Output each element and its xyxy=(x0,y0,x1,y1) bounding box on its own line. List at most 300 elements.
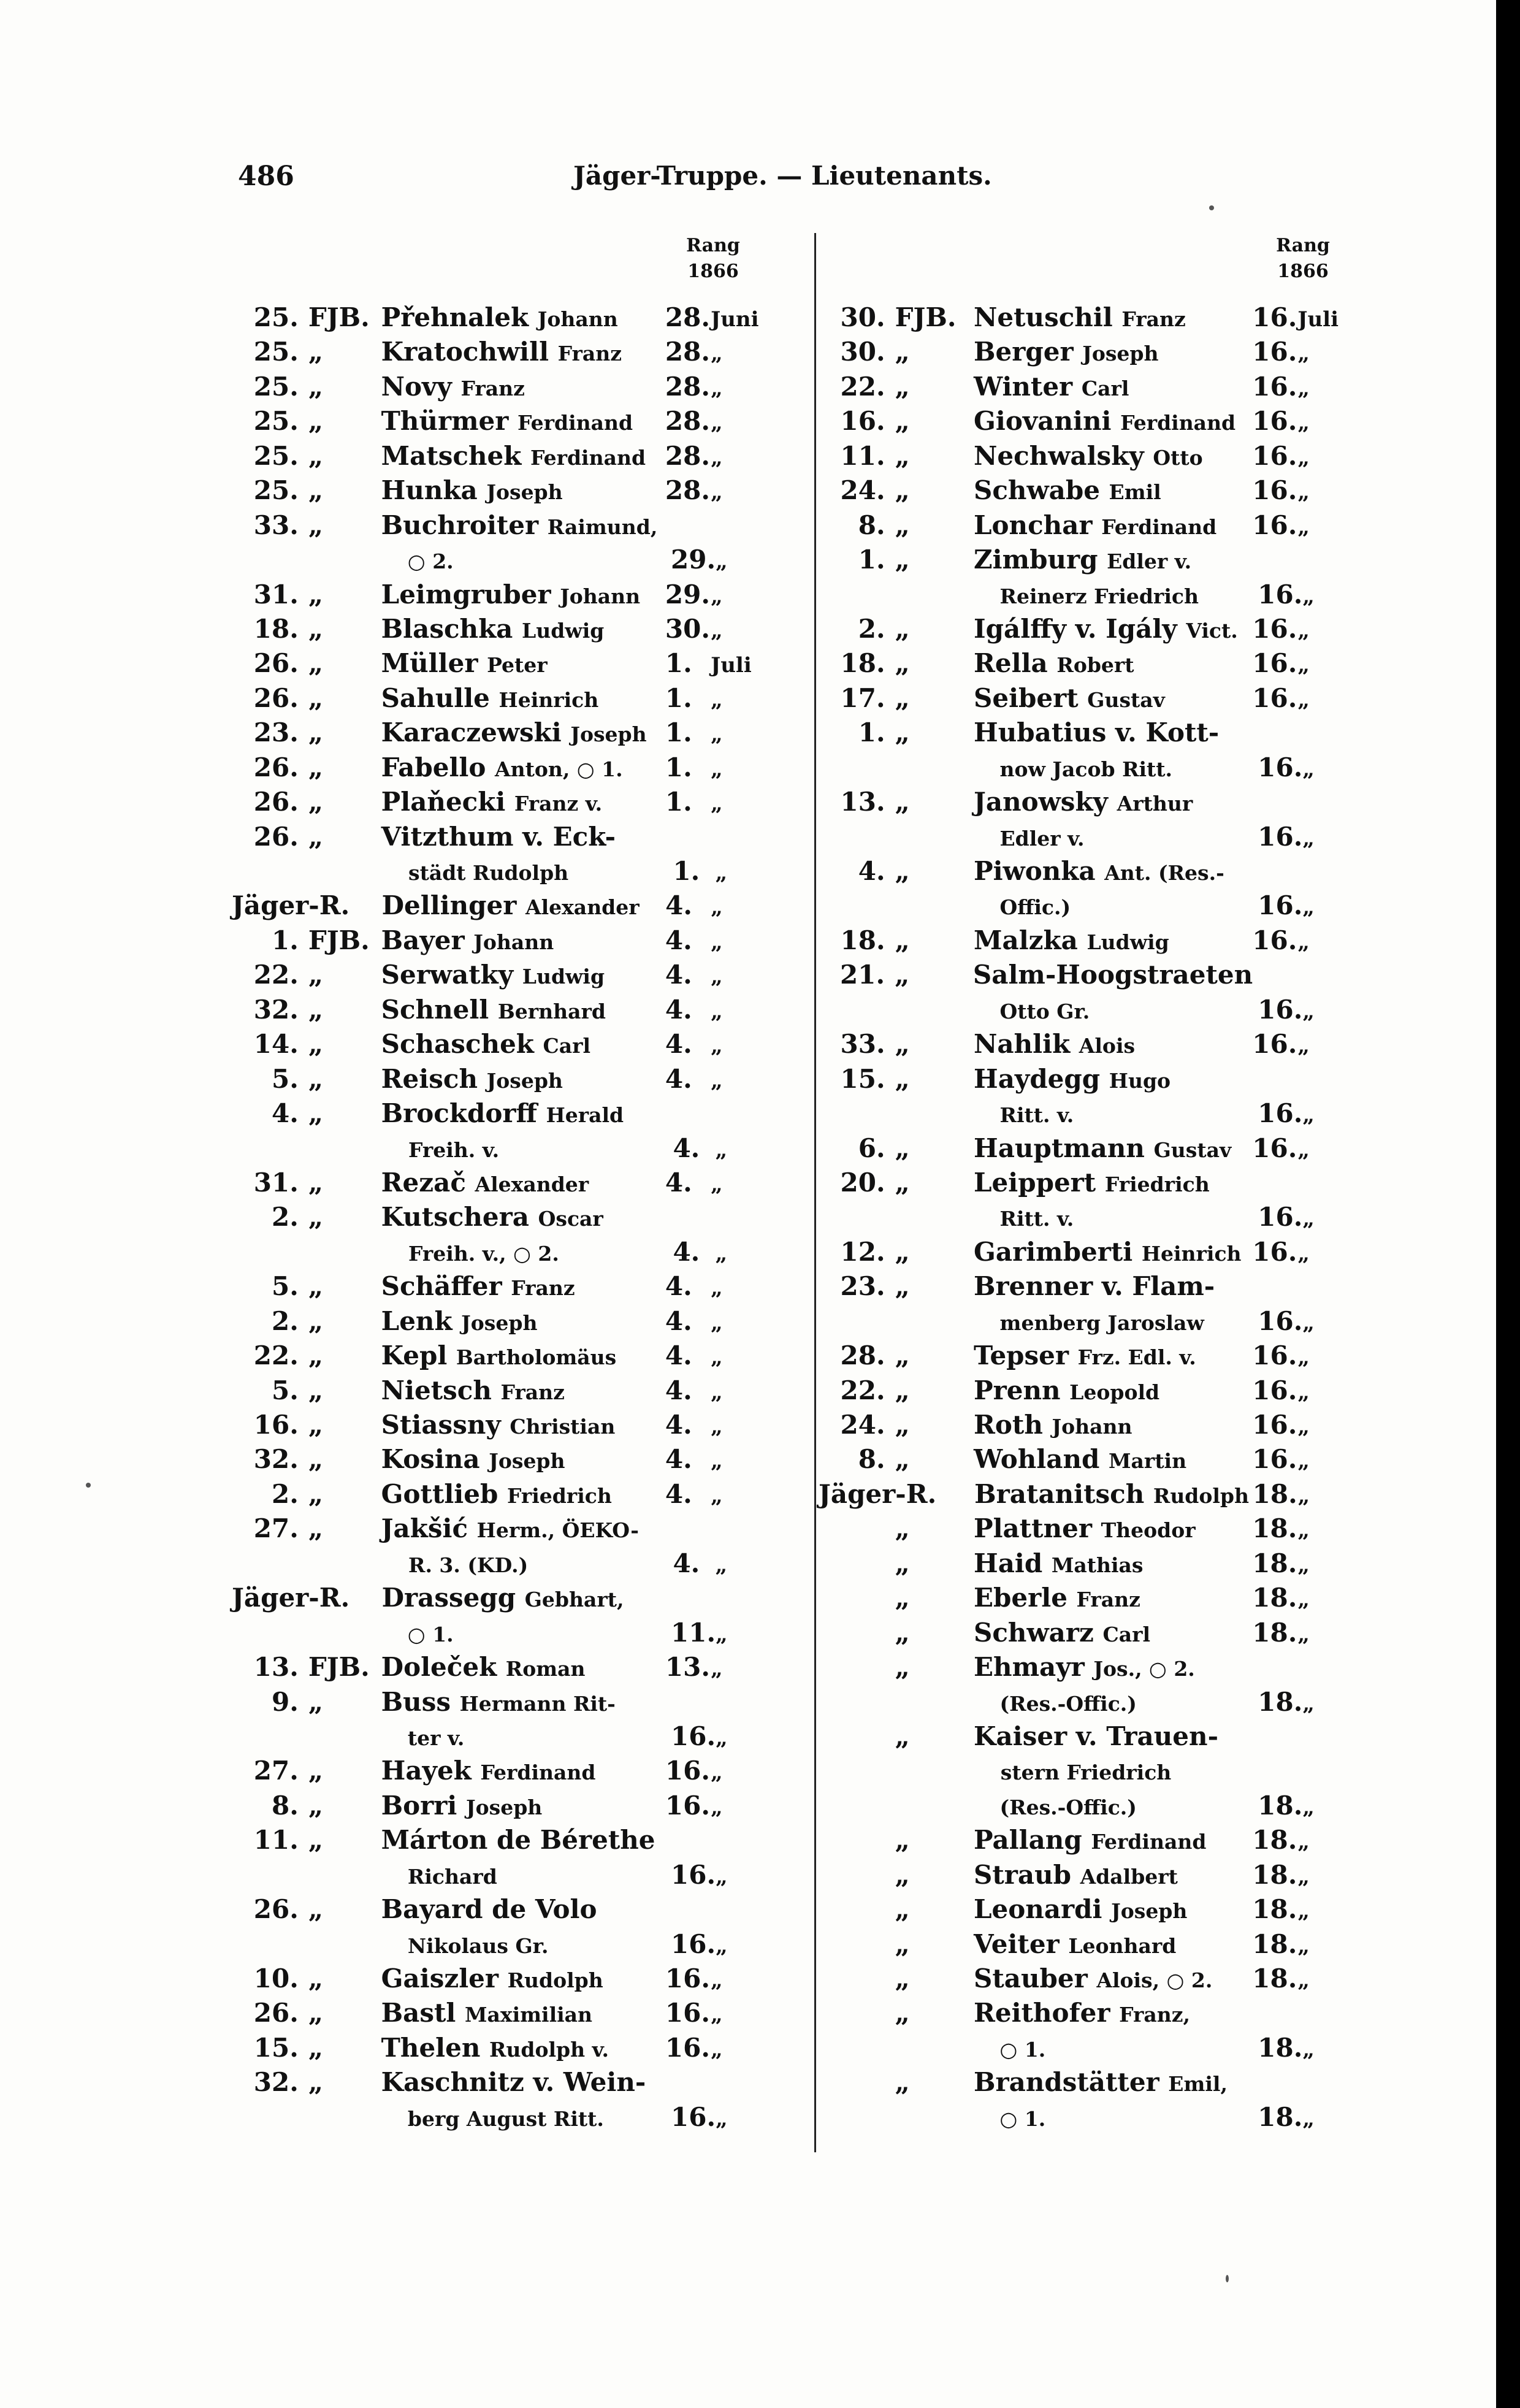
rank-number: 21. xyxy=(840,960,885,990)
officer-name xyxy=(381,993,665,1029)
officer-name xyxy=(381,1339,665,1375)
given-name: Theodor xyxy=(1101,1518,1196,1543)
list-item xyxy=(232,1096,777,1131)
rank-day: 4. xyxy=(665,1340,692,1371)
rank-month: „ xyxy=(711,999,723,1024)
list-item xyxy=(232,751,777,785)
list-item xyxy=(819,1858,1364,1892)
given-name: Rudolph xyxy=(1153,1483,1249,1508)
unit-abbrev: „ xyxy=(895,648,910,679)
surname: Seibert xyxy=(974,682,1079,713)
unit-abbrev: „ xyxy=(308,1686,324,1717)
unit-abbrev: FJB. xyxy=(895,302,957,332)
rank-number: 8. xyxy=(858,1444,885,1475)
paper-speck xyxy=(1226,2275,1229,2282)
given-name: Franz xyxy=(460,376,525,400)
given-name: Johann xyxy=(560,584,641,608)
rank-month: „ xyxy=(1297,1415,1310,1439)
unit-abbrev: „ xyxy=(308,2067,324,2098)
officer-name xyxy=(372,1131,673,1168)
rank-day: 18. xyxy=(1258,1686,1303,1717)
list-item xyxy=(819,820,1364,854)
officer-name xyxy=(974,1166,1252,1202)
rank-month: „ xyxy=(711,757,723,782)
list-item xyxy=(232,993,777,1027)
officer-name xyxy=(381,2031,665,2067)
rank-month: Juli xyxy=(1297,307,1339,332)
rank-month: „ xyxy=(711,1310,723,1336)
surname: Müller xyxy=(381,648,478,679)
officer-name xyxy=(371,543,671,579)
unit-abbrev: „ xyxy=(895,925,910,955)
given-name: Ferdinand xyxy=(1101,514,1217,539)
officer-name xyxy=(974,612,1252,648)
officer-name xyxy=(381,716,665,752)
given-name: Joseph xyxy=(489,1449,565,1473)
surname: Plattner xyxy=(974,1513,1092,1544)
given-name: Joseph xyxy=(1082,342,1159,366)
rank-number: 14. xyxy=(253,1029,299,1060)
rank-day: 16. xyxy=(1252,337,1297,367)
list-item xyxy=(819,1892,1364,1927)
unit-abbrev: „ xyxy=(895,682,910,713)
rank-day: 18. xyxy=(1258,1790,1303,1821)
list-item xyxy=(232,785,777,819)
surname: Schnell xyxy=(381,994,489,1025)
officer-name xyxy=(974,543,1252,579)
list-item xyxy=(232,543,777,577)
officer-name xyxy=(963,2031,1258,2067)
officer-name xyxy=(381,1823,665,1859)
rank-month: „ xyxy=(711,584,723,609)
list-item xyxy=(819,1581,1364,1615)
surname: Bayard de Volo xyxy=(381,1894,597,1925)
list-item xyxy=(232,2031,777,2065)
surname: Zimburg xyxy=(974,545,1098,575)
given-name: Joseph xyxy=(570,722,647,747)
unit-abbrev: „ xyxy=(895,475,910,506)
rank-day: 18. xyxy=(1252,1583,1297,1613)
rank-number: 23. xyxy=(253,717,299,748)
officer-name xyxy=(381,1996,665,2032)
surname: Fabello xyxy=(381,752,486,782)
unit-abbrev: „ xyxy=(308,337,324,367)
rank-day: 30. xyxy=(665,613,710,644)
rank-day: 16. xyxy=(671,1721,716,1751)
list-item xyxy=(232,820,777,854)
surname: Lonchar xyxy=(974,510,1093,540)
given-name: Herm., ÖEKO- xyxy=(476,1518,639,1543)
unit-abbrev: „ xyxy=(895,1271,910,1302)
officer-name xyxy=(381,1374,665,1410)
rank-month: „ xyxy=(711,1795,723,1820)
rank-day: 16. xyxy=(1252,613,1297,644)
list-item xyxy=(819,1962,1364,1996)
rank-day: 16. xyxy=(665,1756,710,1786)
list-item xyxy=(232,1512,777,1546)
surname: Reisch xyxy=(381,1063,478,1094)
list-item xyxy=(232,1374,777,1408)
rank-number: Jäger-R. xyxy=(819,1478,937,1509)
rank-day: 4. xyxy=(665,1029,692,1060)
officer-list xyxy=(232,300,777,2135)
surname: Buchroiter xyxy=(381,510,539,540)
given-name: Ferdinand xyxy=(1120,411,1236,435)
unit-abbrev: „ xyxy=(895,1167,910,1198)
list-item xyxy=(232,1304,777,1339)
given-name: Herald xyxy=(546,1103,624,1128)
rank-number: 8. xyxy=(858,510,885,540)
given-name: Alexander xyxy=(525,895,640,920)
column-divider xyxy=(814,233,816,2152)
rank-number: 15. xyxy=(840,1063,885,1094)
surname: Gaiszler xyxy=(381,1963,498,1993)
unit-abbrev: „ xyxy=(308,2032,324,2063)
surname: Brenner v. Flam- xyxy=(974,1271,1215,1302)
given-name: now Jacob Ritt. xyxy=(999,757,1173,781)
rank-month: „ xyxy=(711,411,723,436)
unit-abbrev: „ xyxy=(308,475,324,506)
rank-number: 2. xyxy=(858,613,885,644)
given-name: Freih. v. xyxy=(408,1137,500,1162)
rank-month: „ xyxy=(711,895,723,920)
officer-name xyxy=(974,1512,1252,1548)
officer-name xyxy=(974,335,1252,371)
unit-abbrev: „ xyxy=(308,406,324,437)
rank-day: 16. xyxy=(1258,752,1303,782)
surname: Buss xyxy=(381,1686,451,1717)
officer-name xyxy=(974,1131,1252,1168)
rank-month: „ xyxy=(711,1380,723,1405)
given-name: ○ 1. xyxy=(999,2106,1046,2131)
rank-number: 26. xyxy=(253,682,299,713)
rank-month: „ xyxy=(711,1449,723,1474)
officer-name xyxy=(974,1442,1252,1478)
rank-number: 15. xyxy=(253,2032,299,2063)
unit-abbrev: „ xyxy=(308,613,324,644)
officer-name xyxy=(974,370,1252,406)
officer-name xyxy=(974,2065,1252,2101)
list-item xyxy=(232,404,777,438)
unit-abbrev: „ xyxy=(895,1617,910,1648)
rank-day: 29. xyxy=(665,579,710,610)
rank-month: „ xyxy=(711,1968,723,1993)
list-item xyxy=(232,1685,777,1719)
rank-month: „ xyxy=(711,687,723,713)
rank-month: „ xyxy=(1297,653,1310,678)
surname: Pallang xyxy=(974,1825,1082,1856)
officer-name xyxy=(974,1858,1252,1894)
officer-name xyxy=(381,1685,665,1721)
surname: Borri xyxy=(381,1790,457,1821)
officer-name xyxy=(974,854,1252,890)
rank-number: 32. xyxy=(253,2067,299,2098)
rank-number: 5. xyxy=(272,1375,299,1405)
given-name: Alexander xyxy=(475,1172,589,1196)
surname: Schwabe xyxy=(974,475,1100,506)
officer-name xyxy=(963,751,1258,787)
officer-name xyxy=(381,1062,665,1098)
officer-name xyxy=(381,1477,665,1513)
rank-day: 16. xyxy=(671,1928,716,1959)
officer-name xyxy=(963,1789,1258,1825)
unit-abbrev: „ xyxy=(308,1756,324,1786)
surname: Salm-Hoogstraeten xyxy=(972,960,1253,990)
rank-month: „ xyxy=(1297,1622,1310,1647)
rank-month: „ xyxy=(711,376,723,401)
surname: Berger xyxy=(974,337,1074,367)
list-item xyxy=(819,1442,1364,1477)
rank-day: 4. xyxy=(665,1305,692,1336)
rank-day: 16. xyxy=(671,1859,716,1890)
rank-number: 18. xyxy=(840,925,885,955)
unit-abbrev: „ xyxy=(895,1063,910,1094)
surname: Wohland xyxy=(974,1444,1100,1475)
list-item xyxy=(232,958,777,992)
list-item xyxy=(232,1166,777,1200)
rank-month: „ xyxy=(1302,999,1315,1024)
given-name: Joseph xyxy=(461,1310,538,1335)
rank-day: 18. xyxy=(1252,1928,1297,1959)
surname: Přehnalek xyxy=(381,302,529,332)
rank-day: 28. xyxy=(665,440,710,471)
list-item xyxy=(819,1927,1364,1962)
officer-name xyxy=(974,785,1252,821)
rank-month: „ xyxy=(1297,1137,1310,1163)
given-name: Ferdinand xyxy=(517,411,633,435)
given-name: Hugo xyxy=(1109,1068,1171,1093)
given-name: Franz v. xyxy=(514,792,603,816)
officer-name xyxy=(381,958,665,994)
rank-number: 25. xyxy=(253,440,299,471)
list-item xyxy=(819,1235,1364,1269)
surname: Igálffy v. Igály xyxy=(974,613,1177,644)
rank-day: 4. xyxy=(665,960,692,990)
list-item xyxy=(819,923,1364,958)
surname: Rella xyxy=(974,648,1048,679)
rank-day: 18. xyxy=(1258,2032,1303,2063)
rank-day: 16. xyxy=(1252,1410,1297,1440)
list-item xyxy=(232,335,777,369)
rank-number: 23. xyxy=(840,1271,885,1302)
unit-abbrev: „ xyxy=(308,1271,324,1302)
officer-name xyxy=(381,681,665,717)
list-item xyxy=(232,439,777,473)
page-number: 486 xyxy=(238,161,294,192)
rank-month: „ xyxy=(711,722,723,747)
list-item xyxy=(819,1719,1364,1754)
given-name: Edler v. xyxy=(1107,549,1192,574)
surname: Drassegg xyxy=(381,1583,516,1613)
unit-abbrev: FJB. xyxy=(308,302,370,332)
rank-number: 30. xyxy=(840,302,885,332)
rank-number: 22. xyxy=(253,1340,299,1371)
rank-number: 25. xyxy=(253,475,299,506)
rank-day: 16. xyxy=(1252,1029,1297,1060)
officer-name xyxy=(381,508,665,545)
rank-day: 4. xyxy=(665,1444,692,1475)
surname: Kratochwill xyxy=(381,337,549,367)
rank-day: 4. xyxy=(665,890,693,921)
list-item xyxy=(232,1962,777,1996)
rank-number: 18. xyxy=(253,613,299,644)
list-item xyxy=(232,473,777,508)
rank-day: 16. xyxy=(1252,406,1297,437)
list-item xyxy=(232,889,777,923)
given-name: Carl xyxy=(1081,376,1129,400)
surname: Doleček xyxy=(381,1652,497,1683)
given-name: Otto xyxy=(1153,445,1203,470)
unit-abbrev: „ xyxy=(308,821,324,852)
rank-month: Juni xyxy=(711,307,759,332)
rank-number: 27. xyxy=(253,1513,299,1544)
list-item xyxy=(819,646,1364,681)
list-item xyxy=(819,1546,1364,1581)
rank-number: 2. xyxy=(272,1202,299,1233)
rang-label: Rang xyxy=(1276,235,1330,256)
rank-number: 11. xyxy=(840,440,885,471)
officer-name xyxy=(974,1650,1252,1686)
list-item xyxy=(819,2065,1364,2100)
rank-number: 28. xyxy=(840,1340,885,1371)
list-item xyxy=(232,1892,777,1927)
list-item xyxy=(819,473,1364,508)
given-name: Franz xyxy=(557,342,622,366)
rank-day: 4. xyxy=(665,1271,692,1302)
rank-day: 1. xyxy=(665,787,692,817)
surname: Karaczewski xyxy=(381,717,562,748)
officer-name xyxy=(974,1374,1252,1410)
surname: Matschek xyxy=(381,440,522,471)
list-item xyxy=(819,300,1364,335)
unit-abbrev: „ xyxy=(308,1410,324,1440)
rank-number: 33. xyxy=(840,1029,885,1060)
rank-number: 11. xyxy=(253,1825,299,1856)
unit-abbrev: „ xyxy=(308,787,324,817)
unit-abbrev: „ xyxy=(895,371,910,402)
rank-number: 4. xyxy=(858,856,885,886)
rank-number: 1. xyxy=(272,925,299,955)
surname: Plaňecki xyxy=(381,787,506,817)
rank-month: „ xyxy=(711,480,723,505)
given-name: Joseph xyxy=(1111,1899,1188,1924)
list-item xyxy=(232,1789,777,1823)
rank-month: „ xyxy=(715,1241,728,1266)
given-name: Leonhard xyxy=(1068,1933,1177,1958)
officer-name xyxy=(381,923,665,960)
rank-day: 4. xyxy=(665,1167,692,1198)
officer-name xyxy=(381,820,665,856)
officer-name xyxy=(974,404,1252,440)
unit-abbrev: „ xyxy=(895,1963,910,1993)
list-item xyxy=(819,1789,1364,1823)
given-name: Joseph xyxy=(486,480,563,505)
given-name: Joseph xyxy=(466,1795,543,1819)
surname: Dellinger xyxy=(381,890,517,921)
rank-day: 16. xyxy=(1252,648,1297,679)
rank-month: „ xyxy=(1302,584,1315,609)
given-name: berg August Ritt. xyxy=(407,2106,604,2131)
officer-name xyxy=(974,1581,1252,1617)
rank-number: 27. xyxy=(253,1756,299,1786)
unit-abbrev: „ xyxy=(895,1894,910,1925)
rank-day: 29. xyxy=(671,545,716,575)
rank-month: „ xyxy=(1297,1968,1310,1993)
list-item xyxy=(232,1477,777,1512)
rank-number: 25. xyxy=(253,371,299,402)
given-name: Roman xyxy=(505,1657,586,1681)
surname: Bayer xyxy=(381,925,465,955)
given-name: Edler v. xyxy=(999,826,1085,850)
rank-number: 24. xyxy=(840,1410,885,1440)
rank-month: „ xyxy=(1297,1034,1310,1059)
list-item xyxy=(819,1823,1364,1857)
rank-month: Juli xyxy=(711,653,752,678)
officer-name xyxy=(381,612,665,648)
list-item xyxy=(819,1650,1364,1684)
unit-abbrev: „ xyxy=(308,648,324,679)
rank-month: „ xyxy=(1297,1830,1310,1855)
rank-month: „ xyxy=(1302,1207,1315,1232)
officer-name xyxy=(381,785,665,821)
rank-day: 4. xyxy=(673,1236,700,1267)
unit-abbrev: „ xyxy=(895,1721,910,1751)
rank-month: „ xyxy=(1297,480,1310,505)
officer-name xyxy=(974,923,1252,960)
list-item xyxy=(819,1996,1364,2030)
list-item xyxy=(819,785,1364,819)
rank-day: 16. xyxy=(665,1963,710,1993)
rank-month: „ xyxy=(1297,1241,1310,1266)
unit-abbrev: „ xyxy=(308,1790,324,1821)
list-item xyxy=(819,1027,1364,1061)
given-name: Oscar xyxy=(538,1207,603,1231)
list-item xyxy=(232,1650,777,1684)
rank-number: 20. xyxy=(840,1167,885,1198)
rank-month: „ xyxy=(1297,411,1310,436)
rank-month: „ xyxy=(711,1172,723,1197)
rank-day: 16. xyxy=(665,1790,710,1821)
given-name: Offic.) xyxy=(999,895,1071,920)
list-item xyxy=(232,1927,777,1962)
rank-day: 4. xyxy=(665,925,692,955)
given-name: Adalbert xyxy=(1080,1864,1178,1889)
rank-day: 18. xyxy=(1252,1859,1297,1890)
rank-number: 26. xyxy=(253,1894,299,1925)
list-item xyxy=(819,1131,1364,1166)
surname: Veiter xyxy=(974,1928,1060,1959)
officer-name xyxy=(974,1823,1252,1859)
list-item xyxy=(819,1166,1364,1200)
rank-month: „ xyxy=(1297,1933,1310,1959)
surname: Nahlik xyxy=(974,1029,1071,1060)
rank-day: 28. xyxy=(665,337,710,367)
list-item xyxy=(232,1131,777,1166)
given-name: Reinerz Friedrich xyxy=(999,584,1199,608)
rank-month: „ xyxy=(1297,687,1310,713)
rank-day: 16. xyxy=(1252,371,1297,402)
rank-day: 4. xyxy=(665,1063,692,1094)
list-item xyxy=(232,1235,777,1269)
rank-day: 4. xyxy=(673,1133,700,1163)
given-name: (Res.-Offic.) xyxy=(999,1691,1137,1716)
rank-number: 26. xyxy=(253,1998,299,2028)
officer-name xyxy=(381,1962,665,1998)
list-item xyxy=(819,958,1364,992)
surname: Bastl xyxy=(381,1998,456,2028)
rank-month: „ xyxy=(1302,1691,1315,1716)
list-item xyxy=(232,1581,777,1615)
